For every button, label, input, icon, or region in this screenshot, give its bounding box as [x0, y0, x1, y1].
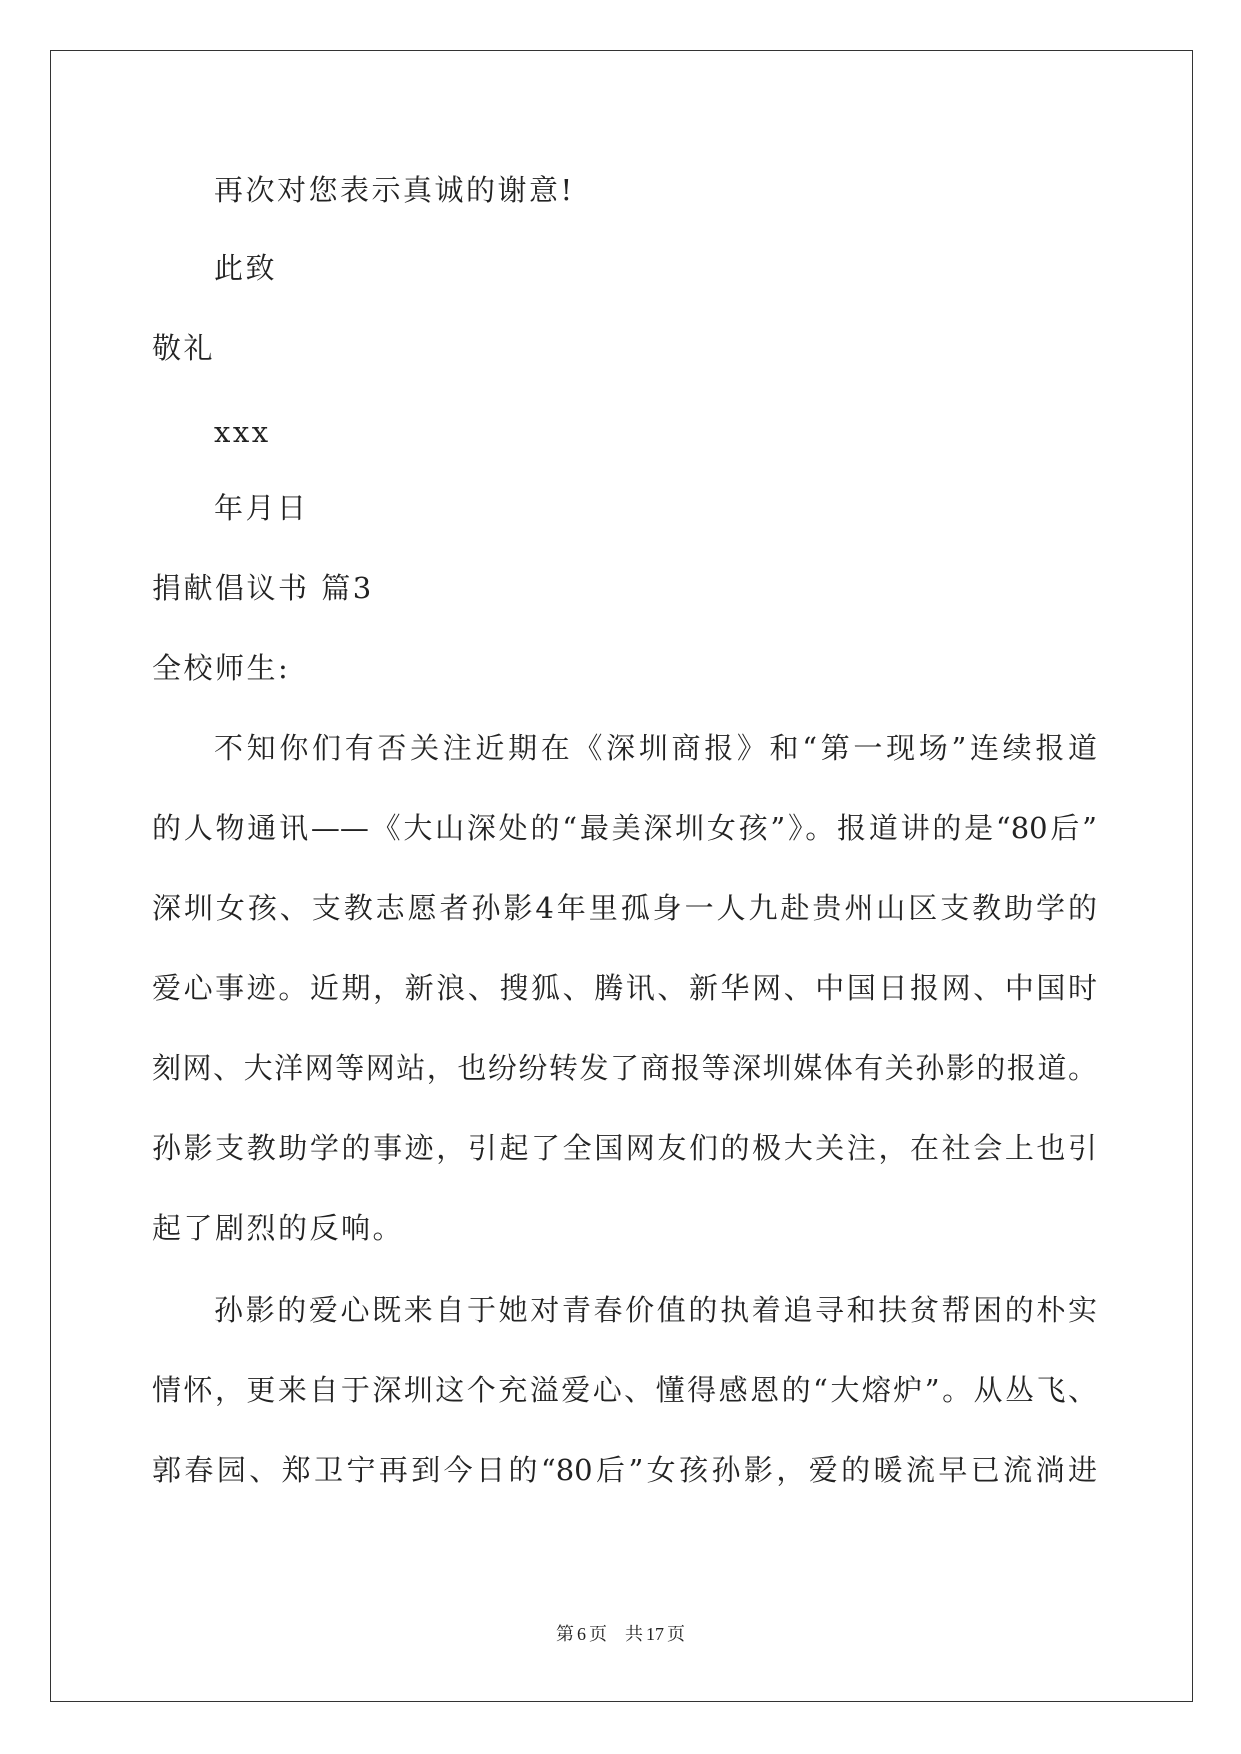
section-title: 捐献倡议书 篇3 — [152, 571, 374, 605]
paragraph-line: 起了剧烈的反响。 — [152, 1211, 405, 1245]
paragraph-line: 孙影支教助学的事迹，引起了全国网友们的极大关注，在社会上也引 — [152, 1131, 1097, 1165]
paragraph-line: 不知你们有否关注近期在《深圳商报》和“第一现场”连续报道 — [214, 731, 1097, 765]
total-suffix: 页 — [667, 1624, 685, 1645]
salutation-line-1: 此致 — [214, 251, 278, 285]
paragraph-line: 深圳女孩、支教志愿者孙影4年里孤身一人九赴贵州山区支教助学的 — [152, 891, 1097, 925]
date-line: 年月日 — [214, 491, 309, 525]
paragraph-line: 孙影的爱心既来自于她对青春价值的执着追寻和扶贫帮困的朴实 — [214, 1293, 1097, 1327]
page-current: 6 — [577, 1624, 586, 1644]
signature-line: xxx — [214, 415, 271, 449]
page-mid: 页 — [589, 1624, 607, 1645]
thanks-line: 再次对您表示真诚的谢意! — [214, 173, 575, 207]
page-total: 17 — [646, 1624, 664, 1644]
page-footer — [0, 1620, 1241, 1646]
paragraph-line: 的人物通讯——《大山深处的“最美深圳女孩”》。报道讲的是“80后” — [152, 811, 1097, 845]
greeting-line: 全校师生: — [152, 651, 291, 685]
paragraph-line: 情怀，更来自于深圳这个充溢爱心、懂得感恩的“大熔炉”。从丛飞、 — [152, 1373, 1097, 1407]
salutation-line-2: 敬礼 — [152, 331, 216, 365]
paragraph-line: 爱心事迹。近期，新浪、搜狐、腾讯、新华网、中国日报网、中国时 — [152, 971, 1097, 1005]
page-prefix: 第 — [556, 1624, 574, 1645]
paragraph-line: 刻网、大洋网等网站，也纷纷转发了商报等深圳媒体有关孙影的报道。 — [152, 1051, 1097, 1085]
total-prefix: 共 — [625, 1624, 643, 1645]
paragraph-line: 郭春园、郑卫宁再到今日的“80后”女孩孙影，爱的暖流早已流淌进 — [152, 1453, 1097, 1487]
